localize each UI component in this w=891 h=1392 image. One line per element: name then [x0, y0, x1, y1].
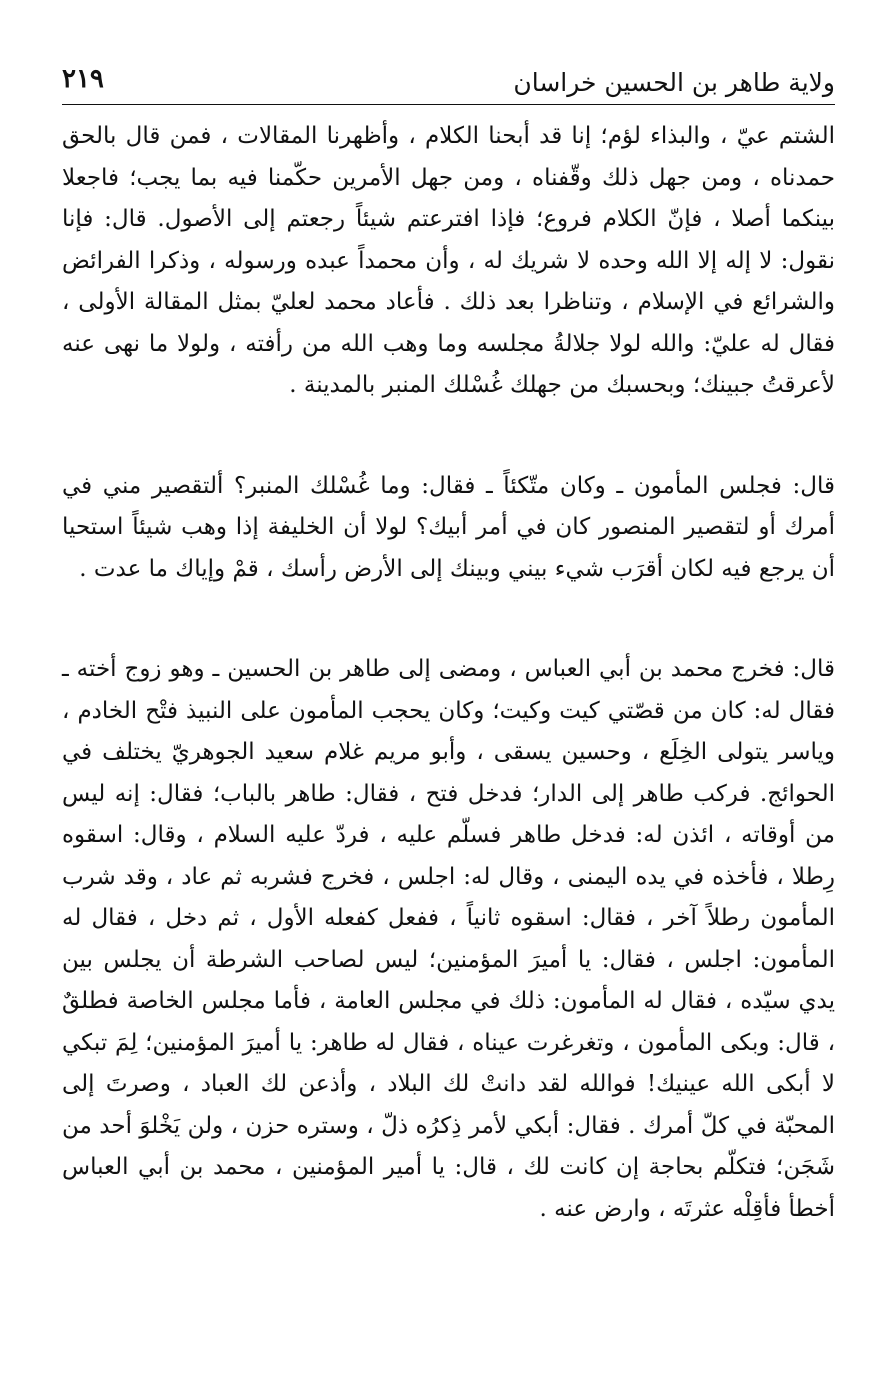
- running-title: ولاية طاهر بن الحسين خراسان: [513, 68, 835, 97]
- paragraph-2: قال: فجلس المأمون ـ وكان متّكئاً ـ فقال: وما غُسْلك المنبر؟ ألتقصير مني في أمرك أو لتقصير المنصور كان في أمر أبيك؟ لولا أن الخليفة إذا وهب شيئاً استحيا أن يرجع فيه لكان أقرَب شيء بيني وبينك إلى الأرض رأسك ، قمْ وإياك ما عدت .: [62, 472, 835, 582]
- paragraph-3: قال: فخرج محمد بن أبي العباس ، ومضى إلى طاهر بن الحسين ـ وهو زوج أخته ـ فقال له: كان من قصّتي كيت وكيت؛ وكان يحجب المأمون على النبيذ فتْح الخادم ، وياسر يتولى الخِلَع ، وحسين يسقى ، وأبو مريم غلام سعيد الجوهريّ يختلف في الحوائج. فركب طاهر إلى الدار؛ فدخل فتح ، فقال: طاهر بالباب؛ فقال: إنه ليس من أوقاته ، ائذن له: فدخل طاهر فسلّم عليه ، فردّ عليه السلام ، وقال: اسقوه رِطلا ، فأخذه في يده اليمنى ، وقال له: اجلس ، فخرج فشربه ثم عاد ، وقد شرب المأمون رطلاً آخر ، فقال: اسقوه ثانياً ، ففعل كفعله الأول ، ثم دخل ، فقال له المأمون: اجلس ، فقال: يا أميرَ المؤمنين؛ ليس لصاحب الشرطة أن يجلس بين يدي سيّده ، فقال له المأمون: ذلك في مجلس العامة ، فأما مجلس الخاصة فطلقٌ ، قال: وبكى المأمون ، وتغرغرت عيناه ، فقال له طاهر: يا أميرَ المؤمنين؛ لِمَ تبكي لا أبكى الله عينيك! فوالله لقد دانتْ لك البلاد ، وأذعن لك العباد ، وصرتَ إلى المحبّة في كلّ أمرك . فقال: أبكي لأمر ذِكرُه ذلّ ، وستره حزن ، ولن يَخْلوَ أحد من شَجَن؛ فتكلّم بحاجة إن كانت لك ، قال: يا أمير المؤمنين ، محمد بن أبي العباس أخطأ فأقِلْه عثرتَه ، وارض عنه .: [62, 656, 835, 1222]
- body-text: [62, 116, 835, 1230]
- paragraph-1: الشتم عيّ ، والبذاء لؤم؛ إنا قد أبحنا الكلام ، وأظهرنا المقالات ، فمن قال بالحق حمدناه ، ومن جهل ذلك وقّفناه ، ومن جهل الأمرين حكّمنا فيه بما يجب؛ فاجعلا بينكما أصلا ، فإنّ الكلام فروع؛ فإذا افترعتم شيئاً رجعتم إلى الأصول. قال: فإنا نقول: لا إله إلا الله وحده لا شريك له ، وأن محمداً عبده ورسوله ، وذكرا الفرائض والشرائع في الإسلام ، وتناظرا بعد ذلك . فأعاد محمد لعليّ بمثل المقالة الأولى ، فقال له عليّ: والله لولا جلالةُ مجلسه وما وهب الله من رأفته ، ولولا ما نهى عنه لأعرقتُ جبينك؛ وبحسبك من جهلك غُسْلك المنبر بالمدينة .: [62, 123, 835, 398]
- page-number: ٢١٩: [62, 64, 104, 94]
- running-header: [62, 58, 835, 105]
